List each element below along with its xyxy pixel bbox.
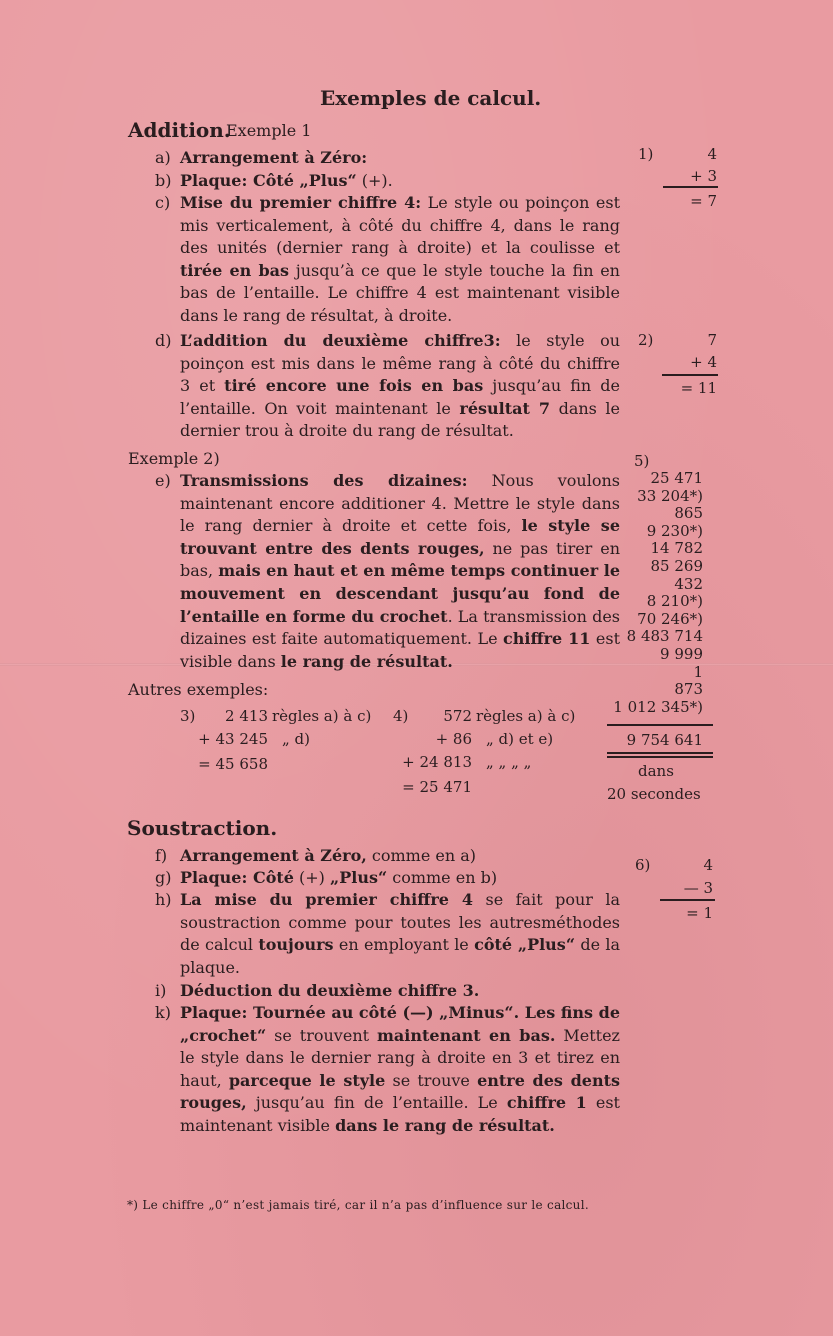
- addition-heading: Addition.: [128, 118, 231, 142]
- calc-5-rows: [613, 470, 703, 716]
- calc-5-row: 14 782: [650, 539, 703, 558]
- calc-4-c-note: „ „ „ „: [486, 753, 532, 771]
- calc-3-number: 3): [180, 707, 196, 725]
- calc-4-result: = 25 471: [402, 778, 472, 796]
- calc-5-time-2: 20 secondes: [607, 785, 701, 803]
- calc-4-c: + 24 813: [402, 753, 472, 771]
- calc-6-result: = 1: [686, 904, 713, 922]
- calc-4-b: + 86: [435, 730, 472, 748]
- item-text: Plaque: Côté „Plus“ (+).: [180, 171, 393, 190]
- calc-5-row: 33 204*): [637, 486, 703, 505]
- calc-5-row: 9 999: [660, 644, 703, 663]
- calc-6-rule: [660, 899, 715, 901]
- soustraction-heading: Soustraction.: [127, 816, 278, 840]
- example1-label: Exemple 1: [226, 121, 312, 140]
- item-text: Déduction du deuxième chiffre 3.: [180, 981, 480, 1000]
- calc-5-row: 432: [674, 574, 703, 593]
- item-text: Mise du premier chiffre 4: Le style ou poinçon est mis verticalement, à côté du chiffre 4, dans le rang des unités (dernier rang à droite) et la coulisse et tirée en bas jusqu’à ce que le style touche la fin en bas de l’entaille. Le chiffre 4 est maintenant visible dans le rang de résultat, à droite.: [180, 193, 620, 325]
- calc-5-row: 8 483 714: [626, 627, 703, 646]
- calc-3-a: 2 413: [225, 707, 268, 725]
- calc-3-a-note: règles a) à c): [272, 707, 372, 725]
- calc-5-row: 865: [674, 504, 703, 523]
- calc-2-b: + 4: [690, 353, 717, 371]
- calc-5-row: 873: [674, 680, 703, 699]
- footnote: *) Le chiffre „0“ n’est jamais tiré, car il n’a pas d’influence sur le calcul.: [127, 1198, 589, 1212]
- item-text: Arrangement à Zéro:: [180, 148, 368, 167]
- calc-1-number: 1): [638, 145, 654, 163]
- item-label: k): [155, 1003, 171, 1022]
- item-label: a): [155, 148, 171, 167]
- calc-5-row: 9 230*): [646, 521, 703, 540]
- calc-2-result: = 11: [680, 379, 717, 397]
- calc-5-row: 1: [693, 662, 703, 681]
- calc-6-a: 4: [703, 856, 713, 874]
- calc-4-a: 572: [443, 707, 472, 725]
- item-text: La mise du premier chiffre 4 se fait pour la soustraction comme pour toutes les autresméthodes de calcul toujours en employant le côté „Plus“ de la plaque.: [180, 890, 621, 977]
- calc-1-result: = 7: [690, 192, 717, 210]
- item-label: e): [155, 471, 171, 490]
- item-text: Plaque: Côté (+) „Plus“ comme en b): [180, 868, 498, 887]
- calc-5-time-1: dans: [638, 762, 674, 780]
- calc-1-a: 4: [707, 145, 717, 163]
- calc-5-double-rule-1: [607, 752, 713, 754]
- calc-3-b-note: „ d): [282, 730, 310, 748]
- autres-exemples-label: Autres exemples:: [128, 680, 269, 699]
- calc-6-b: — 3: [683, 879, 713, 897]
- calc-5-row: 85 269: [650, 556, 703, 575]
- item-label: c): [155, 193, 171, 212]
- calc-4-number: 4): [393, 707, 409, 725]
- calc-5-row: 25 471: [650, 469, 703, 487]
- calc-2-a: 7: [707, 331, 717, 349]
- calc-4-a-note: règles a) à c): [476, 707, 576, 725]
- item-text: Plaque: Tournée au côté (—) „Minus“. Les fins de „crochet“ se trouvent maintenant en bas. Mettez le style dans le dernier rang à droite en 3 et tirez en haut, parceque le style se trouve entre des dents rouges, jusqu’au fin de l’entaille. Le chiffre 1 est maintenant visible dans le rang de résultat.: [180, 1003, 620, 1135]
- item-label: f): [155, 846, 168, 865]
- calc-1-rule: [663, 186, 718, 188]
- item-text: Transmissions des dizaines: Nous voulons maintenant encore additioner 4. Mettre le style dans le rang dernier à droite et cette fois, le style se trouvant entre des dents rouges, ne pas tirer en bas, mais en haut et en même temps continuer le mouvement en descendant jusqu’au fond de l’entaille en forme du crochet. La transmission des dizaines est faite automatiquement. Le chiffre 11 est visible dans le rang de résultat.: [180, 471, 621, 671]
- calc-1-b: + 3: [690, 167, 717, 185]
- calc-2-rule: [662, 374, 718, 376]
- item-text: L’addition du deuxième chiffre3: le style ou poinçon est mis dans le même rang à côté du chiffre 3 et tiré encore une fois en bas jusqu’au fin de l’entaille. On voit maintenant le résultat 7 dans le dernier trou à droite du rang de résultat.: [180, 331, 621, 441]
- calc-6-number: 6): [635, 856, 651, 874]
- calc-5-row: 1 012 345*): [613, 697, 703, 716]
- example2-label: Exemple 2): [128, 449, 220, 468]
- item-text: Arrangement à Zéro, comme en a): [180, 846, 477, 865]
- page-title: Exemples de calcul.: [320, 86, 542, 110]
- calc-3-b: + 43 245: [198, 730, 268, 748]
- item-label: d): [155, 331, 172, 350]
- calc-3-result: = 45 658: [198, 755, 268, 773]
- calc-5-row: 70 246*): [637, 609, 703, 628]
- calc-5-result: 9 754 641: [626, 731, 703, 749]
- calc-2-number: 2): [638, 331, 654, 349]
- calc-5-row: 8 210*): [646, 592, 703, 611]
- calc-5-double-rule-2: [607, 756, 713, 758]
- calc-5-rule: [607, 724, 713, 726]
- item-label: i): [155, 981, 167, 1000]
- calc-5-number: 5): [634, 452, 650, 470]
- item-label: h): [155, 890, 172, 909]
- item-label: g): [155, 868, 172, 887]
- calc-4-b-note: „ d) et e): [486, 730, 554, 748]
- item-label: b): [155, 171, 172, 190]
